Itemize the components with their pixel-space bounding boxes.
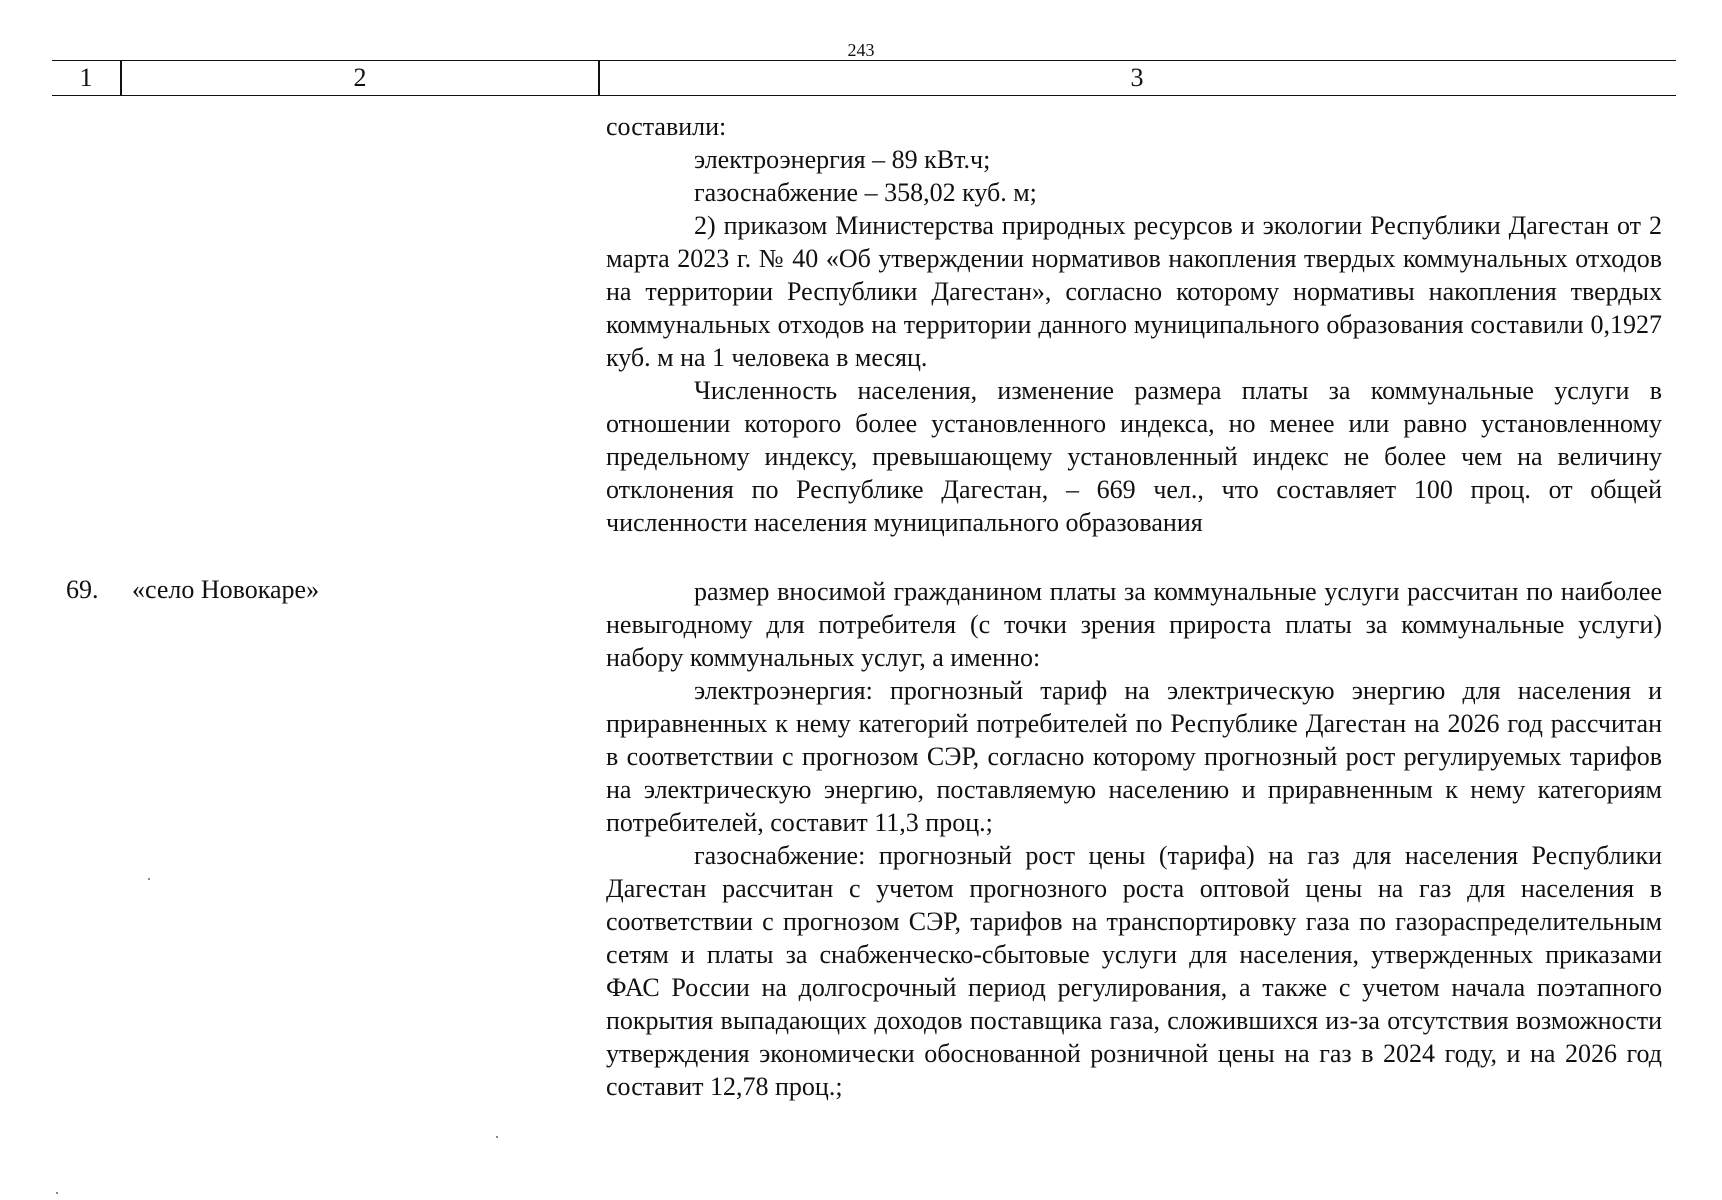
column-header-3: 3 [1130, 63, 1144, 92]
column-header-1: 1 [79, 63, 93, 92]
text-line: газоснабжение – 358,02 куб. м; [694, 178, 1037, 207]
municipality-name: «село Новокаре» [132, 575, 320, 604]
paragraph-population: Численность населения, изменение размера платы за коммунальные услуги в отношении которого более установленного индекса, но менее или равно установленному предельному индексу, превышающему установленный индекс не более чем на величину отклонения по Республике Дагестан, – 669 чел., что составляет 100 проц. от общей численности населения муниципального образования [606, 376, 1662, 537]
paragraph-gas: газоснабжение: прогнозный рост цены (тарифа) на газ для населения Республики Дагестан рассчитан с учетом прогнозного роста оптовой цены на газ для населения в соответствии с прогнозом СЭР, тарифов на транспортировку газа по газораспределительным сетям и платы за снабженческо-сбытовые услуги для населения, утвержденных приказами ФАС России на долгосрочный период регулирования, а также с учетом начала поэтапного покрытия выпадающих доходов поставщика газа, сложившихся из-за отсутствия возможности утверждения экономически обоснованной розничной цены на газ в 2024 году, и на 2026 год составит 12,78 проц.; [606, 841, 1662, 1101]
row-number: 69. [66, 575, 99, 604]
paragraph-electricity: электроэнергия: прогнозный тариф на электрическую энергию для населения и приравненных к нему категорий потребителей по Республике Дагестан на 2026 год рассчитан в соответствии с прогнозом СЭР, согласно которому прогнозный рост регулируемых тарифов на электрическую энергию, поставляемую населению и приравненным к нему категориям потребителей, составит 11,3 проц.; [606, 676, 1662, 837]
scan-speck [496, 1136, 498, 1138]
paragraph-intro: размер вносимой гражданином платы за коммунальные услуги рассчитан по наиболее невыгодному для потребителя (с точки зрения прироста платы за коммунальные услуги) набору коммунальных услуг, а именно: [606, 577, 1662, 672]
text-line: составили: [606, 112, 727, 141]
scan-speck [56, 1192, 58, 1194]
column-header-row [52, 60, 1676, 96]
page-number: 243 [847, 40, 875, 60]
row-69-content [606, 575, 1662, 1103]
column-header-2: 2 [353, 63, 367, 92]
scan-speck [148, 878, 150, 880]
paragraph-order: 2) приказом Министерства природных ресурсов и экологии Республики Дагестан от 2 марта 2023 г. № 40 «Об утверждении нормативов накопления твердых коммунальных отходов на территории Республики Дагестан», согласно которому нормативы накопления твердых коммунальных отходов на территории данного муниципального образования составили 0,1927 куб. м на 1 человека в месяц. [606, 211, 1662, 372]
section-continuation [606, 110, 1662, 539]
text-line: электроэнергия – 89 кВт.ч; [694, 145, 991, 174]
